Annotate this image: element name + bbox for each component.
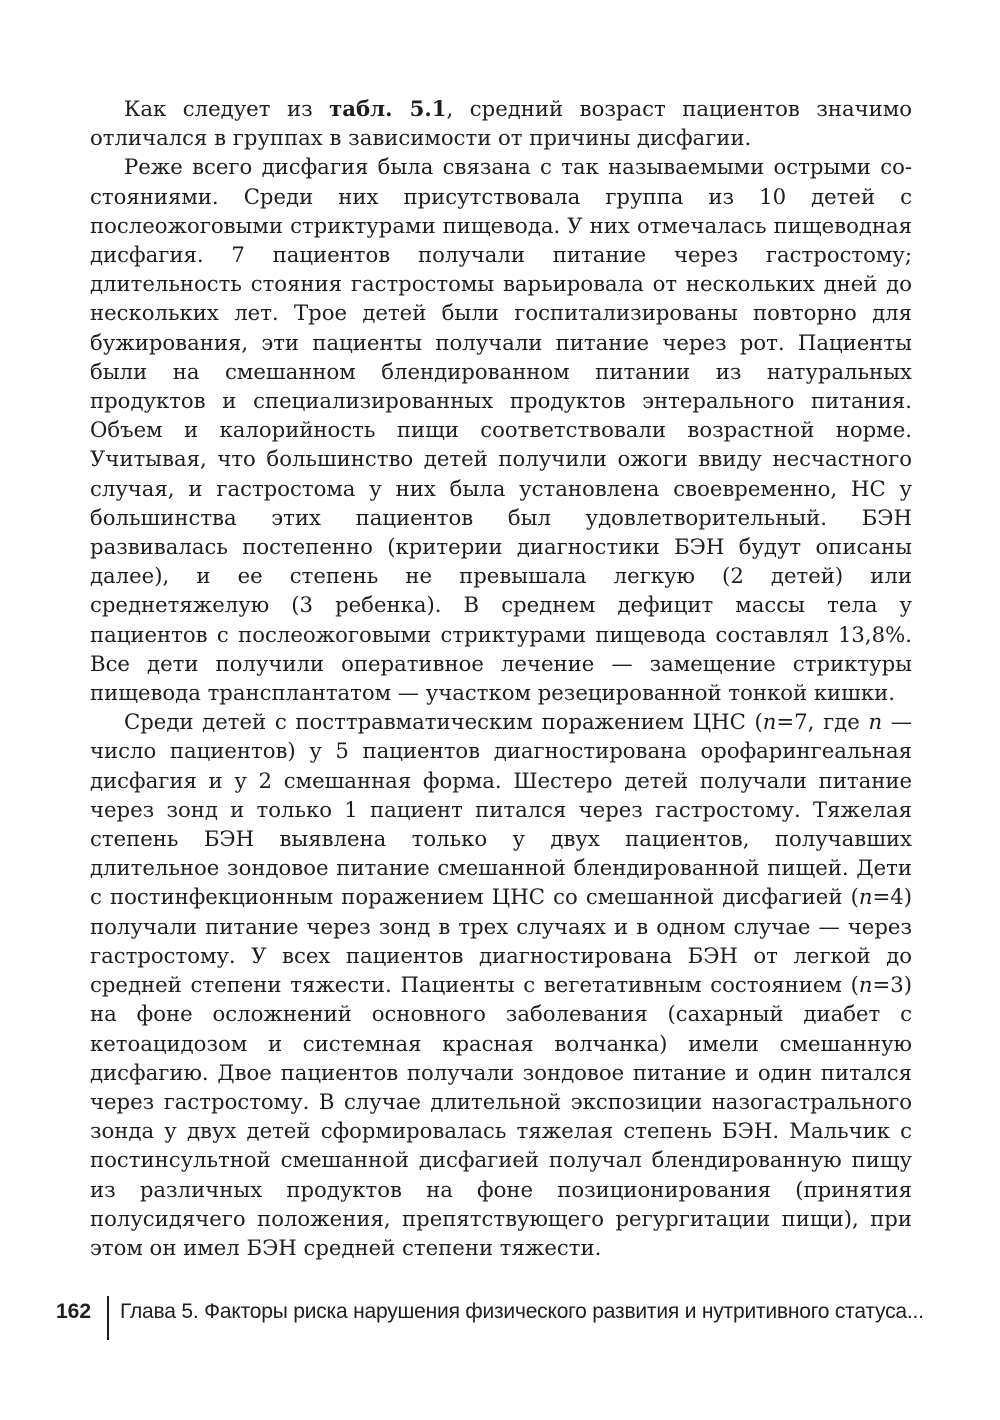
- footer-divider: [107, 1296, 109, 1340]
- p3-text-5: =3) на фоне осложнений основного заболевания (сахарный диабет с кетоацидозом и системная красная волчанка) имели смешанную дисфагию. Двое пациентов получали зондовое питание и один питался через гастростому. В случае длительной экспозиции назогастрального зонда у двух детей сформировалась тяжелая степень БЭН. Мальчик с постинсультной смешанной дисфагией получал блендированную пищу из различных продуктов на фоне позиционирования (принятия полусидячего положения, препятствующего регургитации пищи), при этом он имел БЭН средней степени тяжести.: [90, 972, 912, 1260]
- p3-text-2: =7, где: [776, 709, 869, 735]
- variable-n: n: [762, 709, 777, 735]
- table-reference: табл. 5.1: [329, 96, 447, 121]
- p3-text-3: — число пациентов) у 5 пациентов диагностирована орофарингеальная дисфагия и у 2 смешанная форма. Шестеро детей получали питание через зонд и только 1 пациент питался через гастростому. Тяжелая степень БЭН выявлена только у двух пациентов, получавших длительное зондовое питание смешанной блендированной пищей. Дети с постинфекционным поражением ЦНС со смешанной дисфагией (: [90, 709, 912, 910]
- paragraph-1: [90, 94, 912, 152]
- p3-text-1: Среди детей с посттравматическим поражением ЦНС (: [124, 709, 763, 735]
- p2-text: Реже всего дисфагия была связана с так называемыми острыми состояниями. Среди них присутствовала группа из 10 детей с послеожоговыми стриктурами пищевода. У них отмечалась пищеводная дисфагия. 7 пациентов получали питание через гастростому; длительность стояния гастростомы варьировала от нескольких дней до нескольких лет. Трое детей были госпитализированы повторно для бужирования, эти пациенты получали питание через рот. Пациенты были на смешанном блендированном питании из натуральных продуктов и специализированных продуктов энтерального питания. Объем и калорийность пищи соответствовали возрастной норме. Учитывая, что большинство детей получили ожоги ввиду несчастного случая, и гастростома у них была установлена своевременно, НС у большинства этих пациентов был удовлетворительный. БЭН развивалась постепенно (критерии диагностики БЭН будут описаны далее), и ее степень не превышала легкую (2 детей) или среднетяжелую (3 ребенка). В среднем дефицит массы тела у пациентов с послеожоговыми стриктурами пищевода составлял 13,8%. Все дети получили оперативное лечение — замещение стриктуры пищевода трансплантатом — участком резецированной тонкой кишки.: [90, 154, 912, 706]
- paragraph-2: [90, 152, 912, 707]
- p3-text-4: =4) получали питание через зонд в трех случаях и в одном случае — через гастростому. У всех пациентов диагностирована БЭН от легкой до средней степени тяжести. Пациенты с вегетативным состоянием (: [90, 884, 912, 998]
- p1-text-1: Как следует из: [124, 96, 330, 121]
- paragraph-3: [90, 707, 912, 1262]
- variable-n: n: [868, 709, 883, 735]
- page-number: 162: [56, 1300, 92, 1323]
- p1-text-2: , средний возраст пациентов значимо отличался в группах в зависимости от причины дисфагии.: [90, 96, 912, 151]
- variable-n: n: [858, 884, 873, 910]
- body-text: [90, 94, 912, 1262]
- chapter-title: Глава 5. Факторы риска нарушения физического развития и нутритивного статуса...: [120, 1300, 924, 1323]
- variable-n: n: [858, 972, 873, 998]
